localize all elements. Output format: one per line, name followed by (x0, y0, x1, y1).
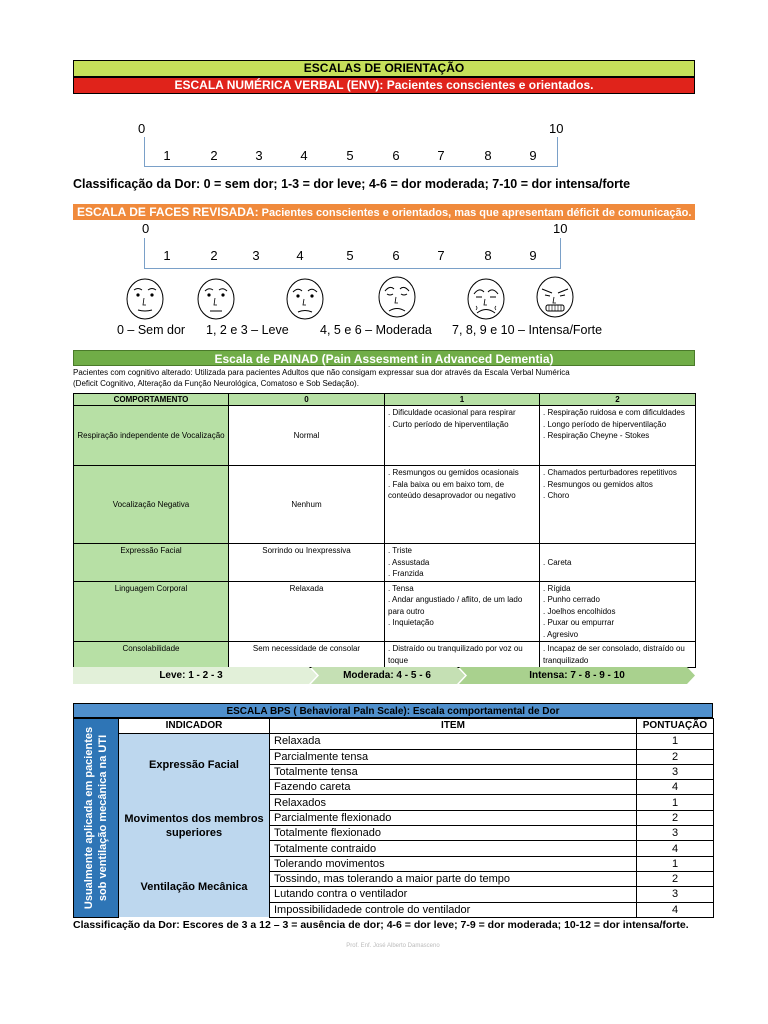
painad-row-label: Vocalização Negativa (74, 466, 229, 544)
painad-row-label: Consolabilidade (74, 642, 229, 668)
bps-item: Tolerando movimentos (270, 856, 637, 871)
bps-row (74, 734, 714, 749)
painad-cell: . Resmungos ou gemidos ocasionais . Fala baixa ou em baixo tom, de conteúdo desaprovador ou negativo (385, 466, 540, 544)
bps-score: 3 (637, 887, 714, 902)
env-number: 8 (484, 148, 492, 163)
face-mild-pain-icon (196, 276, 236, 320)
bps-indicator: Ventilação Mecânica (119, 856, 270, 917)
faces-title-rest: Pacientes conscientes e orientados, mas que apresentam déficit de comunicação. (261, 207, 692, 219)
painad-intro-line1: Pacientes com cognitivo alterado: Utilizada para pacientes Adultos que não consigam expressar sua dor através da Escala Verbal Numérica (73, 368, 570, 377)
bps-item: Tossindo, mas tolerando a maior parte do tempo (270, 871, 637, 886)
painad-header-cell: COMPORTAMENTO (74, 394, 229, 406)
painad-row (74, 406, 696, 466)
faces-label-0: 0 – Sem dor (117, 323, 186, 337)
faces-number: 3 (252, 248, 260, 263)
painad-cell: . Chamados perturbadores repetitivos . Resmungos ou gemidos altos . Choro (540, 466, 696, 544)
env-number: 2 (210, 148, 218, 163)
env-number: 6 (392, 148, 400, 163)
env-end-label: 10 (549, 121, 564, 136)
painad-header-cell: 0 (229, 394, 385, 406)
bps-score: 1 (637, 856, 714, 871)
faces-label-1: 1, 2 e 3 – Leve (206, 323, 289, 337)
bps-score: 1 (637, 795, 714, 810)
painad-cell: . Distraído ou tranquilizado por voz ou toque (385, 642, 540, 668)
faces-tick-start (144, 238, 145, 268)
face-mild2-pain-icon (285, 276, 325, 320)
painad-header-row (74, 394, 696, 406)
face-moderate-pain-icon (377, 274, 417, 318)
painad-cell: Sem necessidade de consolar (229, 642, 385, 668)
level-moderate: Moderada: 4 - 5 - 6 (343, 670, 431, 681)
bps-item: Relaxados (270, 795, 637, 810)
bps-side-line1: Usualmente aplicada em pacientes (83, 726, 95, 910)
footer-author: Prof. Enf. José Alberto Damasceno (346, 943, 440, 949)
faces-number: 9 (529, 248, 537, 263)
env-number: 7 (437, 148, 445, 163)
bps-item: Parcialmente tensa (270, 749, 637, 764)
env-title: ESCALA NUMÉRICA VERBAL (ENV): Pacientes conscientes e orientados. (73, 77, 695, 94)
env-number: 5 (346, 148, 354, 163)
painad-row (74, 642, 696, 668)
env-tick-end (557, 137, 558, 167)
painad-cell: . Triste . Assustada . Franzida (385, 544, 540, 582)
face-worst-pain-icon (535, 274, 575, 318)
bps-score: 4 (637, 841, 714, 856)
faces-scale-line (144, 268, 561, 269)
painad-cell: . Incapaz de ser consolado, distraído ou tranquilizado (540, 642, 696, 668)
bps-score: 2 (637, 871, 714, 886)
face-severe-pain-icon (466, 276, 506, 320)
painad-header-cell: 1 (385, 394, 540, 406)
level-intense: Intensa: 7 - 8 - 9 - 10 (529, 670, 625, 681)
page-title: ESCALAS DE ORIENTAÇÃO (73, 60, 695, 77)
bps-indicator: Movimentos dos membros superiores (119, 795, 270, 856)
faces-number: 7 (437, 248, 445, 263)
faces-number: 2 (210, 248, 218, 263)
bps-item: Parcialmente flexionado (270, 810, 637, 825)
bps-row (74, 856, 714, 871)
bps-title: ESCALA BPS ( Behavioral Paln Scale): Escala comportamental de Dor (73, 703, 713, 718)
painad-row-label: Linguagem Corporal (74, 581, 229, 642)
painad-table (73, 393, 696, 668)
env-number: 3 (255, 148, 263, 163)
faces-number: 5 (346, 248, 354, 263)
painad-cell: . Tensa . Andar angustiado / aflito, de um lado para outro . Inquietação (385, 581, 540, 642)
bps-side-label (74, 719, 119, 918)
painad-cell: . Respiração ruidosa e com dificuldades . Longo período de hiperventilação . Respiração Cheyne - Stokes (540, 406, 696, 466)
painad-cell: Nenhum (229, 466, 385, 544)
faces-label-2: 4, 5 e 6 – Moderada (320, 323, 432, 337)
env-number: 4 (300, 148, 308, 163)
env-scale-line (144, 166, 558, 167)
bps-header-row (74, 719, 714, 734)
faces-title-bold: ESCALA DE FACES REVISADA: (77, 205, 259, 219)
faces-number: 1 (163, 248, 171, 263)
env-tick-start (144, 137, 145, 167)
bps-item: Totalmente flexionado (270, 826, 637, 841)
bps-table (73, 718, 714, 918)
painad-row (74, 466, 696, 544)
faces-number: 6 (392, 248, 400, 263)
bps-score: 2 (637, 810, 714, 825)
bps-classification: Classificação da Dor: Escores de 3 a 12 – 3 = ausência de dor; 4-6 = dor leve; 7-9 = dor moderada; 10-12 = dor intensa/forte. (73, 919, 689, 931)
env-classification: Classificação da Dor: 0 = sem dor; 1-3 = dor leve; 4-6 = dor moderada; 7-10 = dor intensa/forte (73, 177, 631, 191)
faces-start-label: 0 (142, 221, 150, 236)
bps-score: 3 (637, 764, 714, 779)
bps-item: Totalmente tensa (270, 764, 637, 779)
bps-header-cell: INDICADOR (119, 719, 270, 734)
face-no-pain-icon (125, 276, 165, 320)
painad-cell: . Careta (540, 544, 696, 582)
bps-score: 3 (637, 826, 714, 841)
faces-number: 4 (296, 248, 304, 263)
bps-item: Lutando contra o ventilador (270, 887, 637, 902)
bps-item: Impossibilidadede controle do ventilador (270, 902, 637, 917)
level-mild: Leve: 1 - 2 - 3 (159, 670, 223, 681)
env-number: 1 (163, 148, 171, 163)
bps-header-cell: ITEM (270, 719, 637, 734)
bps-indicator: Expressão Facial (119, 734, 270, 795)
bps-item: Relaxada (270, 734, 637, 749)
bps-score: 4 (637, 780, 714, 795)
bps-side-line2: sob ventilação mecânica na UTI (97, 734, 109, 902)
bps-score: 1 (637, 734, 714, 749)
bps-score: 2 (637, 749, 714, 764)
bps-row (74, 795, 714, 810)
painad-row (74, 581, 696, 642)
faces-label-3: 7, 8, 9 e 10 – Intensa/Forte (452, 323, 603, 337)
painad-title: Escala de PAINAD (Pain Assesment in Advanced Dementia) (73, 350, 695, 366)
painad-intro (73, 367, 733, 389)
bps-score: 4 (637, 902, 714, 917)
painad-cell: Normal (229, 406, 385, 466)
bps-item: Totalmente contraido (270, 841, 637, 856)
painad-levels (73, 667, 695, 684)
painad-cell: . Dificuldade ocasional para respirar . Curto período de hiperventilação (385, 406, 540, 466)
painad-row-label: Expressão Facial (74, 544, 229, 582)
painad-intro-line2: (Deficit Cognitivo, Alteração da Função Neurológica, Comatoso e Sob Sedação). (73, 379, 359, 388)
env-number: 9 (529, 148, 537, 163)
painad-cell: . Rígida . Punho cerrado . Joelhos encolhidos . Puxar ou empurrar . Agresivo (540, 581, 696, 642)
faces-tick-end (560, 238, 561, 268)
faces-title (73, 204, 695, 220)
painad-header-cell: 2 (540, 394, 696, 406)
bps-item: Fazendo careta (270, 780, 637, 795)
painad-row-label: Respiração independente de Vocalização (74, 406, 229, 466)
painad-row (74, 544, 696, 582)
painad-cell: Sorrindo ou Inexpressiva (229, 544, 385, 582)
painad-cell: Relaxada (229, 581, 385, 642)
bps-header-cell: PONTUAÇÃO (637, 719, 714, 734)
env-start-label: 0 (138, 121, 146, 136)
faces-number: 8 (484, 248, 492, 263)
faces-end-label: 10 (553, 221, 568, 236)
